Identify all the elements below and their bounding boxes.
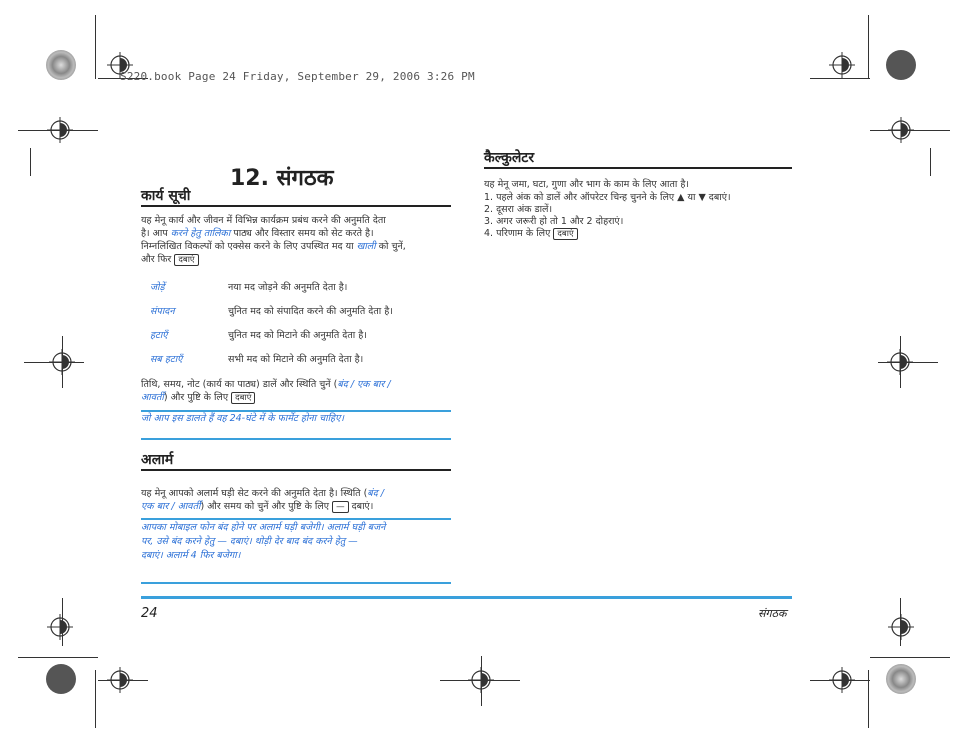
todo-after-line [141, 391, 456, 404]
section-rule [484, 167, 792, 169]
step-text: अगर जरूरी हो तो 1 और 2 दोहराएं। [496, 216, 624, 227]
option-label: सब हटाएँ [150, 354, 183, 365]
note-rule-bottom [141, 438, 451, 440]
alarm-note-line: पर, उसे बंद करने हेतु — दबाएं। थोड़ी देर बाद बंद करने हेतु — [141, 536, 358, 547]
alarm-note-line: दबाएं। अलार्म 4 फिर बजेगा। [141, 550, 241, 561]
note-rule-bottom [141, 582, 451, 584]
todo-intro-text: और फिर [141, 254, 175, 265]
alarm-body-text: ) और समय को चुनें और पुष्टि के लिए [200, 501, 333, 512]
softkey-icon: दबाएं [231, 392, 255, 404]
todo-intro-line [141, 240, 456, 253]
softkey-icon: — [332, 501, 349, 513]
alarm-body-text: यह मेनू आपको अलार्म घड़ी सेट करने की अनुमति देता है। स्थिति ( [141, 488, 368, 499]
color-disc-icon [886, 50, 916, 80]
option-desc: सभी मद को मिटाने की अनुमति देता है। [228, 354, 364, 365]
todo-after [141, 378, 456, 404]
todo-intro-line [141, 227, 456, 240]
step-item [484, 228, 814, 240]
section-rule [141, 205, 451, 207]
step-number: 1. [484, 192, 494, 203]
option-desc: चुनित मद को मिटाने की अनुमति देता है। [228, 330, 367, 341]
todo-intro-line: यह मेनू कार्य और जीवन में विभिन्न कार्यक्रम प्रबंध करने की अनुमति देता [141, 215, 386, 226]
registration-target-icon [888, 117, 914, 143]
todo-after-text: तिथि, समय, नोट (कार्य का पाठ्य) डालें और स्थिति चुनें ( [141, 379, 338, 390]
step-item [484, 216, 814, 228]
alarm-body [141, 487, 456, 513]
todo-intro-text: को चुनें, [375, 241, 406, 252]
registration-target-icon [468, 667, 494, 693]
alarm-body-line [141, 487, 456, 500]
step-item [484, 192, 814, 204]
todo-intro-text: पाठ्य और विस्तार समय को सेट करते है। [230, 228, 374, 239]
color-disc-icon [46, 50, 76, 80]
status-options-link: एक बार / आवर्ती [141, 501, 201, 512]
calculator-heading: कैल्कुलेटर [484, 150, 535, 166]
alarm-note-line: आपका मोबाइल फोन बंद होने पर अलार्म घड़ी बजेगी। अलार्म घड़ी बजने [141, 522, 386, 533]
note-rule-top [141, 518, 451, 520]
softkey-icon: दबाएं [174, 254, 198, 266]
section-rule [141, 469, 451, 471]
option-desc: चुनित मद को संपादित करने की अनुमति देता है। [228, 306, 393, 317]
todo-intro [141, 214, 456, 266]
todo-intro-text: निम्नलिखित विकल्पों को एक्सेस करने के लिए उपस्थित मद या [141, 241, 357, 252]
empty-link[interactable]: खाली [356, 241, 376, 252]
registration-target-icon [47, 614, 73, 640]
step-item [484, 204, 814, 216]
option-label: संपादन [150, 306, 175, 317]
alarm-body-text: दबाएं। [348, 501, 374, 512]
todo-after-line [141, 378, 456, 391]
registration-target-icon [829, 52, 855, 78]
todo-intro-text: है। आप [141, 228, 171, 239]
step-number: 3. [484, 216, 494, 227]
step-text: पहले अंक को डालें और ऑपरेटर चिन्ह चुनने के लिए ▲ या ▼ दबाएं। [496, 192, 731, 203]
footer-section-title: संगठक [758, 607, 787, 620]
color-disc-icon [46, 664, 76, 694]
option-label: हटाएँ [150, 330, 168, 341]
registration-target-icon [107, 667, 133, 693]
calculator-intro: यह मेनू जमा, घटा, गुणा और भाग के काम के लिए आता है। [484, 179, 690, 190]
status-options-link: बंद / एक बार / [337, 379, 391, 390]
chapter-title: 12. संगठक [230, 166, 334, 191]
footer-rule [141, 596, 792, 599]
step-text: परिणाम के लिए [496, 228, 554, 239]
registration-target-icon [829, 667, 855, 693]
todo-heading: कार्य सूची [141, 188, 191, 204]
color-disc-icon [886, 664, 916, 694]
step-number: 2. [484, 204, 494, 215]
status-options-link: बंद / [367, 488, 384, 499]
registration-target-icon [887, 349, 913, 375]
option-desc: नया मद जोड़ने की अनुमति देता है। [228, 282, 348, 293]
registration-target-icon [47, 117, 73, 143]
alarm-heading: अलार्म [141, 452, 174, 468]
todo-after-text: ) और पुष्टि के लिए [163, 392, 232, 403]
todo-intro-line [141, 253, 456, 266]
calculator-steps [484, 192, 814, 240]
softkey-icon: दबाएं [553, 228, 577, 240]
registration-target-icon [888, 614, 914, 640]
todo-list-link[interactable]: करने हेतु तालिका [170, 228, 231, 239]
todo-note: जो आप इस डालते हैं वह 24-घंटे में के फार्मेट होना चाहिए। [141, 413, 344, 424]
option-label: जोड़ें [150, 282, 165, 293]
step-text: दूसरा अंक डालें। [496, 204, 553, 215]
status-options-link: आवर्ती [141, 392, 164, 403]
alarm-body-line [141, 500, 456, 513]
page-number: 24 [141, 606, 158, 621]
step-number: 4. [484, 228, 494, 239]
file-info-header: S220.book Page 24 Friday, September 29, 2006 3:26 PM [120, 70, 475, 83]
alarm-note [141, 521, 451, 563]
registration-target-icon [49, 349, 75, 375]
